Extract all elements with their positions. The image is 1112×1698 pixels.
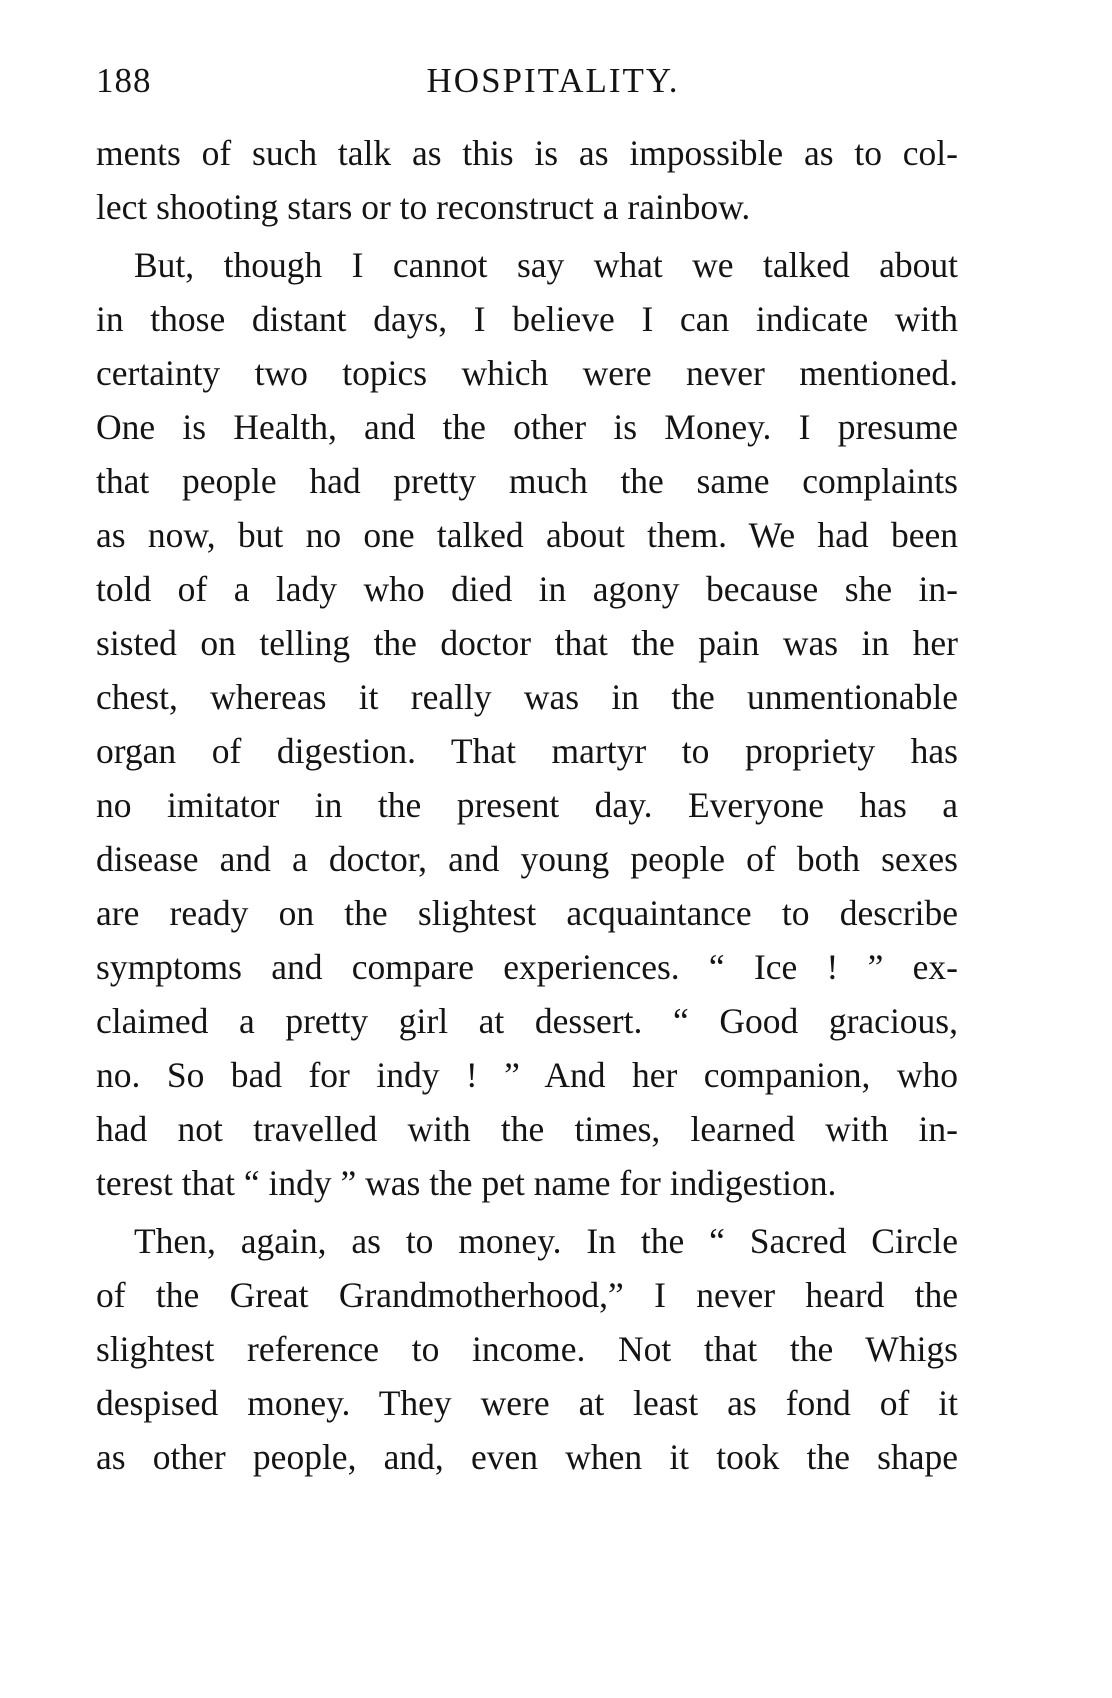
text-line: chest, whereas it really was in the unmentionable — [96, 677, 958, 717]
text-line: are ready on the slightest acquaintance to describe — [96, 893, 958, 933]
paragraph-first-line: But, though I cannot say what we talked about — [134, 245, 958, 285]
text-line: in those distant days, I believe I can indicate with — [96, 299, 958, 339]
text-line: terest that “ indy ” was the pet name for indigestion. — [96, 1163, 837, 1203]
text-line: ments of such talk as this is as impossible as to col- — [96, 133, 958, 173]
paragraph-first-line: Then, again, as to money. In the “ Sacred Circle — [134, 1221, 958, 1261]
page-number: 188 — [96, 61, 152, 100]
text-line: no. So bad for indy ! ” And her companion, who — [96, 1055, 958, 1095]
text-line: of the Great Grandmotherhood,” I never heard the — [96, 1275, 958, 1315]
text-line: as now, but no one talked about them. We had been — [96, 515, 958, 555]
text-line: disease and a doctor, and young people of both sexes — [96, 839, 958, 879]
page-header — [96, 56, 958, 106]
text-line: One is Health, and the other is Money. I presume — [96, 407, 958, 447]
text-line: no imitator in the present day. Everyone has a — [96, 785, 958, 825]
text-line: slightest reference to income. Not that the Whigs — [96, 1329, 958, 1369]
text-line: lect shooting stars or to reconstruct a rainbow. — [96, 187, 751, 227]
text-line: symptoms and compare experiences. “ Ice ! ” ex- — [96, 947, 958, 987]
text-line: sisted on telling the doctor that the pain was in her — [96, 623, 958, 663]
text-line: that people had pretty much the same complaints — [96, 461, 958, 501]
text-line: told of a lady who died in agony because she in- — [96, 569, 958, 609]
text-line: despised money. They were at least as fond of it — [96, 1383, 958, 1423]
body-text — [96, 126, 958, 1484]
text-line: as other people, and, even when it took the shape — [96, 1437, 958, 1477]
text-line: certainty two topics which were never mentioned. — [96, 353, 958, 393]
text-line: had not travelled with the times, learned with in- — [96, 1109, 958, 1149]
text-line: organ of digestion. That martyr to propriety has — [96, 731, 958, 771]
text-line: claimed a pretty girl at dessert. “ Good gracious, — [96, 1001, 958, 1041]
running-title: HOSPITALITY. — [426, 61, 680, 100]
